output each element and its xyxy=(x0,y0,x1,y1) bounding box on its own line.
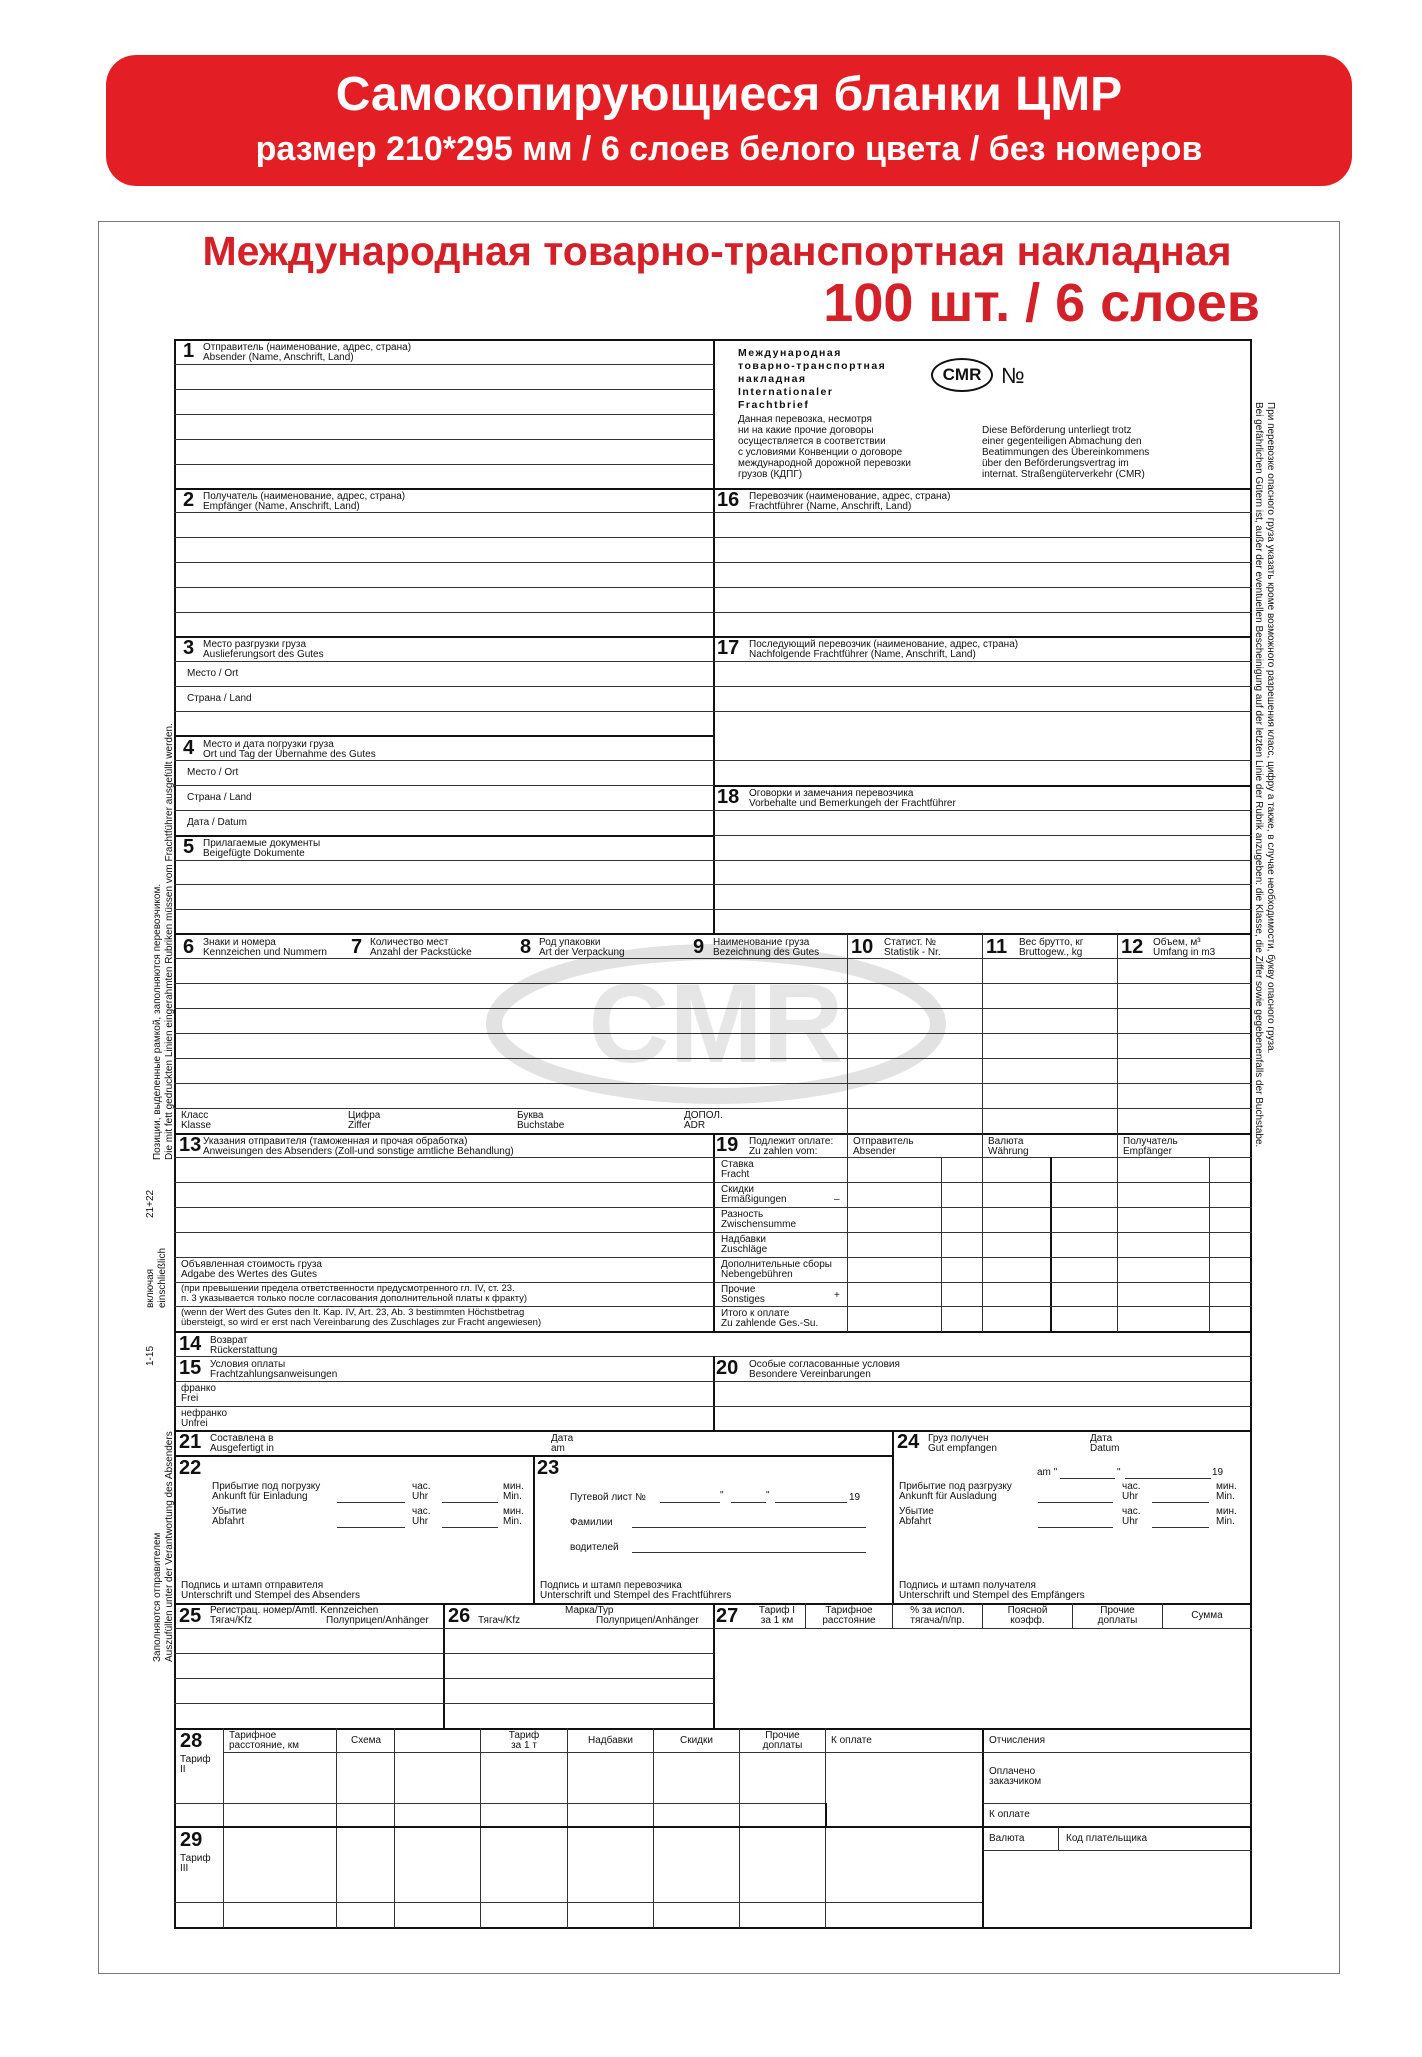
side-note-frame-ru: Позиции, выделенные рамкой, заполняются перевозчиком. xyxy=(152,883,163,1160)
box-1-label-de: Absender (Name, Anschrift, Land) xyxy=(203,352,354,363)
box-15-number: 15 xyxy=(179,1357,202,1379)
box-22-arrival-de: Ankunft für Einladung xyxy=(212,1491,308,1502)
box-6-number: 6 xyxy=(183,936,195,958)
box-20-number: 20 xyxy=(716,1357,739,1379)
box-24-number: 24 xyxy=(897,1431,920,1453)
carrier-signature-de: Unterschrift und Stempel des Frachtführers xyxy=(540,1590,732,1601)
driver-names-field[interactable] xyxy=(632,1510,866,1552)
box-24-hours-de-2: Uhr xyxy=(1122,1516,1139,1527)
box-3-label-de: Auslieferungsort des Gutes xyxy=(203,649,324,660)
cmr-de-2: einer gegenteiligen Abmachung den xyxy=(982,436,1142,447)
paid-by-customer-2: заказчиком xyxy=(989,1776,1042,1787)
box-22-hours-de-2: Uhr xyxy=(412,1516,429,1527)
box-4-date: Дата / Datum xyxy=(187,817,247,828)
box-17-label-de: Nachfolgende Frachtführer (Name, Anschrift, Land) xyxy=(749,649,976,660)
box-24-min-de-2: Min. xyxy=(1216,1516,1235,1527)
nefranko-de: Unfrei xyxy=(181,1418,208,1429)
cmr-title-3: накладная xyxy=(738,373,807,385)
box-22-min-ru-2: мин. xyxy=(503,1506,524,1517)
promo-banner xyxy=(106,55,1352,186)
adr-extra-ru: ДОПОЛ. xyxy=(684,1110,723,1121)
tariff-calculation-field[interactable] xyxy=(716,1630,1250,1726)
adr-letter-de: Buchstabe xyxy=(517,1120,565,1131)
payer-sender-ru: Отправитель xyxy=(853,1136,914,1147)
box-22-number: 22 xyxy=(179,1457,202,1479)
cmr-ru-5: международной дорожной перевозки xyxy=(738,458,911,469)
documents-field[interactable] xyxy=(176,862,712,932)
box-11-label-de: Bruttogew., kg xyxy=(1019,947,1083,958)
charge-row-5-de: Nebengebühren xyxy=(721,1269,793,1280)
adr-class-de: Klasse xyxy=(181,1120,212,1131)
goods-description-field[interactable] xyxy=(176,960,846,1106)
box-27-col-4b: коэфф. xyxy=(1010,1615,1045,1626)
charge-row-6-de: Sonstiges xyxy=(721,1294,765,1305)
cmr-de-3: Beatimmungen des Übereinkommens xyxy=(982,447,1150,458)
quantity-heading: 100 шт. / 6 слоев xyxy=(823,273,1260,333)
box-20-label-de: Besondere Vereinbarungen xyxy=(749,1369,871,1380)
drivers-label: водителей xyxy=(570,1542,619,1553)
consignee-signature-ru: Подпись и штамп получателя xyxy=(899,1580,1036,1591)
payer-consignee-ru: Получатель xyxy=(1123,1136,1178,1147)
cmr-title-1: Международная xyxy=(738,347,842,359)
box-3-place: Место / Ort xyxy=(187,668,239,679)
box-28-col-1b: расстояние, км xyxy=(229,1740,300,1751)
box-27-col-2a: Тарифное xyxy=(825,1605,873,1616)
box-14-label-ru: Возврат xyxy=(210,1335,248,1346)
box-5-label-de: Beigefügte Dokumente xyxy=(203,848,305,859)
box-8-label-de: Art der Verpackung xyxy=(539,947,625,958)
box-22-hours-ru-2: час. xyxy=(412,1506,431,1517)
box-6-label-ru: Знаки и номера xyxy=(203,937,276,948)
payer-currency-de: Währung xyxy=(988,1146,1029,1157)
box-15-label-de: Frachtzahlungsanweisungen xyxy=(210,1369,338,1380)
box-27-col-1b: за 1 км xyxy=(760,1615,794,1626)
box-8-number: 8 xyxy=(520,936,532,958)
box-19-label-de: Zu zahlen vom: xyxy=(749,1146,818,1157)
box-29-tariff: Тариф xyxy=(180,1853,211,1864)
box-24-label-ru: Груз получен xyxy=(928,1433,989,1444)
box-24-min-de-1: Min. xyxy=(1216,1491,1235,1502)
box-10-number: 10 xyxy=(851,936,874,958)
box-25-label: Регистрац. номер/Amtl. Kennzeichen xyxy=(210,1605,379,1616)
box-24-arrival-ru: Прибытие под разгрузку xyxy=(899,1481,1012,1492)
box-24-am: am " xyxy=(1037,1467,1058,1478)
box-27-col-3a: % за испол. xyxy=(910,1605,965,1616)
box-24-hours-ru-2: час. xyxy=(1122,1506,1141,1517)
box-27-col-5a: Прочие xyxy=(1100,1605,1135,1616)
waybill-year: 19 xyxy=(849,1492,861,1503)
box-22-min-de-2: Min. xyxy=(503,1516,522,1527)
box-22-min-ru-1: мин. xyxy=(503,1481,524,1492)
box-28-col-3b: за 1 т xyxy=(511,1740,537,1751)
box-4-country: Страна / Land xyxy=(187,792,252,803)
box-24-date-de: Datum xyxy=(1090,1443,1120,1454)
nefranko-ru: нефранко xyxy=(181,1408,228,1419)
box-25-trailer: Полуприцеп/Anhänger xyxy=(326,1615,429,1626)
paid-by-customer-1: Оплачено xyxy=(989,1766,1036,1777)
box-16-label-de: Frachtführer (Name, Anschrift, Land) xyxy=(749,501,912,512)
loading-time-fields[interactable] xyxy=(337,1482,498,1528)
box-28-tariff: Тариф xyxy=(180,1754,211,1765)
sender-signature-ru: Подпись и штамп отправителя xyxy=(181,1580,324,1591)
payer-code-label: Код плательщика xyxy=(1066,1833,1148,1844)
box-24-date-ru: Дата xyxy=(1090,1433,1113,1444)
declared-note-1: (при превышении предела ответственности предусмотренного гл. IV, ст. 23. xyxy=(181,1283,515,1294)
box-13-label-de: Anweisungen des Absenders (Zoll-und sonstige amtliche Behandlung) xyxy=(203,1146,514,1157)
box-19-number: 19 xyxy=(716,1134,739,1156)
declared-value-ru: Объявленная стоимость груза xyxy=(181,1259,322,1270)
charge-row-2-de: Ermäßigungen xyxy=(721,1194,787,1205)
box-14-label-de: Rückerstattung xyxy=(210,1345,278,1356)
currency-label: Валюта xyxy=(989,1833,1025,1844)
charge-row-2-sign: – xyxy=(834,1194,840,1205)
box-19-label-ru: Подлежит оплате: xyxy=(749,1136,834,1147)
box-28-col-1a: Тарифное xyxy=(229,1730,277,1741)
box-6-label-de: Kennzeichen und Nummern xyxy=(203,947,327,958)
box-9-label-ru: Наименование груза xyxy=(713,937,810,948)
cmr-number-field[interactable] xyxy=(1030,365,1230,391)
waybill-quote-2: " xyxy=(766,1490,770,1501)
watermark-text: CMR xyxy=(588,961,844,1086)
box-7-number: 7 xyxy=(351,936,363,958)
side-note-range-2: 1-15 xyxy=(145,1345,156,1366)
tariff-ii-grid[interactable] xyxy=(225,1754,981,1824)
box-13-label-ru: Указания отправителя (таможенная и прочая обработка) xyxy=(203,1136,468,1147)
box-26-tractor: Тягач/Kfz xyxy=(478,1615,521,1626)
box-21-date-ru: Дата xyxy=(551,1433,574,1444)
box-24-year: 19 xyxy=(1212,1467,1224,1478)
box-2-label-ru: Получатель (наименование, адрес, страна) xyxy=(203,491,406,502)
box-22-arrival-ru: Прибытие под погрузку xyxy=(212,1481,321,1492)
box-27-col-6: Сумма xyxy=(1191,1610,1223,1621)
box-27-col-4a: Поясной xyxy=(1007,1605,1048,1616)
declared-note-3: (wenn der Wert des Gutes den It. Kap. IV, Art. 23, Ab. 3 bestimmten Höchstbetrag xyxy=(181,1307,525,1318)
box-21-label-de: Ausgefertigt in xyxy=(210,1443,274,1454)
adr-digit-de: Ziffer xyxy=(348,1120,371,1131)
box-23-number: 23 xyxy=(537,1457,560,1479)
box-28-col-7: К оплате xyxy=(831,1735,872,1746)
payer-sender-de: Absender xyxy=(853,1146,896,1157)
form-heading: Международная товарно-транспортная накладная xyxy=(202,228,1232,274)
cmr-de-1: Diese Beförderung unterliegt trotz xyxy=(982,425,1132,436)
box-16-number: 16 xyxy=(717,489,740,511)
consignee-signature-de: Unterschrift und Stempel des Empfängers xyxy=(899,1590,1085,1601)
charge-row-4-ru: Надбавки xyxy=(721,1234,766,1245)
charge-row-3-de: Zwischensumme xyxy=(721,1219,797,1230)
declared-note-2: п. 3 указывается только после согласования дополнительной платы к фракту) xyxy=(181,1293,528,1304)
unloading-time-fields[interactable] xyxy=(1038,1482,1209,1528)
box-14-number: 14 xyxy=(179,1333,202,1355)
side-note-including-ru: включая xyxy=(145,1268,156,1308)
box-26-trailer: Полуприцеп/Anhänger xyxy=(596,1615,699,1626)
box-18-label-ru: Оговорки и замечания перевозчика xyxy=(749,788,914,799)
box-22-min-de-1: Min. xyxy=(503,1491,522,1502)
box-24-quote: " xyxy=(1117,1467,1121,1478)
cmr-ru-6: грузов (КДПГ) xyxy=(738,469,803,480)
box-12-label-ru: Объем, м³ xyxy=(1153,937,1201,948)
banner-title: Самокопирующиеся бланки ЦМР xyxy=(335,68,1123,121)
box-4-number: 4 xyxy=(183,737,195,759)
box-3-country: Страна / Land xyxy=(187,693,252,704)
box-26-number: 26 xyxy=(448,1605,471,1627)
declared-note-4: übersteigt, so wird er erst nach Vereinbarung des Zuschlages zur Fracht angewiesen) xyxy=(181,1317,542,1328)
cmr-de-4: über den Beförderungsvertrag im xyxy=(982,458,1129,469)
cmr-ru-2: ни на какие прочие договоры xyxy=(738,425,874,436)
charge-row-2-ru: Скидки xyxy=(721,1184,754,1195)
adr-extra-de: ADR xyxy=(684,1120,706,1131)
box-28-col-6b: доплаты xyxy=(762,1740,803,1751)
box-4-place: Место / Ort xyxy=(187,767,239,778)
refund-field[interactable] xyxy=(360,1334,1250,1355)
box-24-label-de: Gut empfangen xyxy=(928,1443,997,1454)
loading-place-field[interactable] xyxy=(176,762,712,834)
box-28-col-4: Надбавки xyxy=(588,1735,633,1746)
box-10-label-de: Statistik - Nr. xyxy=(884,947,941,958)
box-22-departure-ru: Убытие xyxy=(212,1506,247,1517)
box-24-arrival-de: Ankunft für Ausladung xyxy=(899,1491,997,1502)
drivers-names-label: Фамилии xyxy=(570,1517,613,1528)
box-20-label-ru: Особые согласованные условия xyxy=(749,1359,900,1370)
side-note-dangerous-de: Bei gefährlichen Gütern ist, außer der eventuellen Bescheinigung auf der letzten Linie der Rubrik anzugeben: die Klasse, die Ziffer sowie gegebenenfalls der Buchstabe. xyxy=(1253,402,1264,1148)
box-17-number: 17 xyxy=(717,637,740,659)
box-27-col-5b: доплаты xyxy=(1097,1615,1138,1626)
special-agreements-field[interactable] xyxy=(716,1383,1250,1429)
franko-ru: франко xyxy=(181,1383,216,1394)
charge-row-3-ru: Разность xyxy=(721,1209,764,1220)
deductions-label: Отчисления xyxy=(989,1735,1046,1746)
cmr-title-5: Frachtbrief xyxy=(738,399,810,411)
box-7-label-de: Anzahl der Packstücke xyxy=(370,947,472,958)
box-24-departure-ru: Убытие xyxy=(899,1506,934,1517)
cmr-badge: CMR xyxy=(931,358,993,392)
cmr-ru-4: с условиями Конвенции о договоре xyxy=(738,447,903,458)
box-7-label-ru: Количество мест xyxy=(370,937,449,948)
box-11-label-ru: Вес брутто, кг xyxy=(1019,937,1084,948)
box-1-label-ru: Отправитель (наименование, адрес, страна) xyxy=(203,342,412,353)
box-27-col-1a: Тариф I xyxy=(758,1605,796,1616)
charge-row-1-de: Fracht xyxy=(721,1169,750,1180)
box-28-col-3a: Тариф xyxy=(508,1730,540,1741)
cmr-number-label: № xyxy=(1001,363,1025,388)
box-25-tractor: Тягач/Kfz xyxy=(210,1615,253,1626)
box-9-number: 9 xyxy=(693,936,705,958)
side-note-including-de: einschließlich xyxy=(157,1247,168,1308)
box-24-departure-de: Abfahrt xyxy=(899,1516,932,1527)
box-28-col-2: Схема xyxy=(351,1735,382,1746)
declared-value-de: Adgabe des Wertes des Gutes xyxy=(181,1269,318,1280)
banner-subtitle: размер 210*295 мм / 6 слоев белого цвета / без номеров xyxy=(255,130,1203,168)
side-note-range-1: 21+22 xyxy=(145,1189,156,1218)
box-4-label-de: Ort und Tag der Übernahme des Gutes xyxy=(203,749,376,760)
box-21-number: 21 xyxy=(179,1431,202,1453)
issued-in-field[interactable] xyxy=(290,1432,545,1454)
charge-row-6-ru: Прочие xyxy=(721,1284,756,1295)
box-24-hours-de-1: Uhr xyxy=(1122,1491,1139,1502)
box-29-number: 29 xyxy=(180,1829,203,1851)
box-27-number: 27 xyxy=(716,1605,739,1627)
franko-de: Frei xyxy=(181,1393,199,1404)
box-18-label-de: Vorbehalte und Bemerkungeh der Frachtführer xyxy=(749,798,956,809)
box-22-hours-de-1: Uhr xyxy=(412,1491,429,1502)
tariff-iii-grid[interactable] xyxy=(225,1828,981,1926)
registration-number-field[interactable] xyxy=(176,1630,442,1726)
sender-signature-de: Unterschrift und Stempel des Absenders xyxy=(181,1590,360,1601)
box-12-label-de: Umfang in m3 xyxy=(1153,947,1216,958)
box-2-number: 2 xyxy=(183,489,195,511)
box-5-label-ru: Прилагаемые документы xyxy=(203,838,321,849)
cmr-de-5: internat. Straßengüterverkehr (CMR) xyxy=(982,469,1145,480)
box-22-hours-ru-1: час. xyxy=(412,1481,431,1492)
cmr-ru-1: Данная перевозка, несмотря xyxy=(738,414,872,425)
to-pay-label: К оплате xyxy=(989,1809,1030,1820)
charge-row-7-ru: Итого к оплате xyxy=(721,1308,790,1319)
carrier-signature-ru: Подпись и штамп перевозчика xyxy=(540,1580,682,1591)
box-11-number: 11 xyxy=(986,936,1008,958)
box-27-col-3b: тягача/п/пр. xyxy=(910,1615,965,1626)
charge-row-5-ru: Дополнительные сборы xyxy=(721,1259,832,1270)
charge-row-1-ru: Ставка xyxy=(721,1159,754,1170)
box-21-date-de: am xyxy=(551,1443,565,1454)
box-24-min-ru-1: мин. xyxy=(1216,1481,1237,1492)
carrier-remarks-field[interactable] xyxy=(716,812,1250,932)
charges-grid[interactable] xyxy=(849,1159,1250,1330)
box-13-number: 13 xyxy=(179,1134,202,1156)
box-25-number: 25 xyxy=(179,1605,202,1627)
box-2-label-de: Empfänger (Name, Anschrift, Land) xyxy=(203,501,360,512)
payer-consignee-de: Empfänger xyxy=(1123,1146,1172,1157)
box-5-number: 5 xyxy=(183,836,195,858)
delivery-place-field[interactable] xyxy=(176,663,712,733)
side-note-frame-de: Die mit fett gedruckten Linien eingerahmten Rubriken müssen vom Frachtführer ausgefüllt werden. xyxy=(164,723,175,1160)
cmr-ru-3: осуществляется в соответствии xyxy=(738,436,886,447)
payment-terms-field[interactable] xyxy=(240,1383,712,1429)
received-date-field[interactable] xyxy=(1060,1462,1211,1478)
side-note-sender-de: Auszufüllen unter der Verantwortung des Absenders xyxy=(164,1431,175,1662)
box-24-hours-ru-1: час. xyxy=(1122,1481,1141,1492)
adr-letter-ru: Буква xyxy=(517,1110,544,1121)
box-28-col-5: Скидки xyxy=(680,1735,713,1746)
box-24-min-ru-2: мин. xyxy=(1216,1506,1237,1517)
successive-carrier-field[interactable] xyxy=(716,663,1250,783)
box-29-roman: III xyxy=(180,1863,189,1874)
box-17-label-ru: Последующий перевозчик (наименование, адрес, страна) xyxy=(749,639,1019,650)
box-28-col-6a: Прочие xyxy=(765,1730,800,1741)
box-26-make: Марка/Тур xyxy=(565,1605,614,1616)
sender-field[interactable] xyxy=(176,366,712,486)
box-21-label-ru: Составлена в xyxy=(210,1433,274,1444)
cmr-title-4: Internationaler xyxy=(738,386,834,398)
side-note-dangerous-ru: При перевозке опасного груза указать кроме возможного разрешения класс, цифру а также, в случае необходимости, букву опасного груза. xyxy=(1265,402,1276,1054)
sender-instructions-field[interactable] xyxy=(176,1159,712,1255)
box-27-col-2b: расстояние xyxy=(822,1615,876,1626)
box-4-label-ru: Место и дата погрузки груза xyxy=(203,739,334,750)
box-12-number: 12 xyxy=(1121,936,1144,958)
box-3-number: 3 xyxy=(183,637,195,659)
side-note-sender-ru: Заполняются отправителем xyxy=(152,1532,163,1662)
waybill-quote-1: " xyxy=(720,1490,724,1501)
box-1-number: 1 xyxy=(183,340,195,362)
box-10-label-ru: Статист. № xyxy=(884,937,936,948)
waybill-label: Путевой лист № xyxy=(570,1492,646,1503)
box-28-number: 28 xyxy=(180,1730,203,1752)
charge-row-4-de: Zuschläge xyxy=(721,1244,768,1255)
box-8-label-ru: Род упаковки xyxy=(539,937,601,948)
box-9-label-de: Bezeichnung des Gutes xyxy=(713,947,820,958)
carrier-field[interactable] xyxy=(716,514,1250,634)
box-3-label-ru: Место разгрузки груза xyxy=(203,639,307,650)
box-16-label-ru: Перевозчик (наименование, адрес, страна) xyxy=(749,491,951,502)
vehicle-make-field[interactable] xyxy=(445,1630,712,1726)
adr-digit-ru: Цифра xyxy=(348,1110,381,1121)
payer-currency-ru: Валюта xyxy=(988,1136,1024,1147)
adr-class-ru: Класс xyxy=(181,1110,209,1121)
box-15-label-ru: Условия оплаты xyxy=(210,1359,286,1370)
issue-date-field[interactable] xyxy=(580,1432,890,1454)
charge-row-6-sign: + xyxy=(834,1290,840,1301)
consignee-field[interactable] xyxy=(176,514,712,634)
box-18-number: 18 xyxy=(717,786,740,808)
cmr-title-2: товарно-транспортная xyxy=(738,360,887,372)
charge-row-7-de: Zu zahlende Ges.-Su. xyxy=(721,1318,819,1329)
box-28-roman: II xyxy=(180,1764,186,1775)
waybill-number-field[interactable] xyxy=(660,1486,848,1502)
box-22-departure-de: Abfahrt xyxy=(212,1516,245,1527)
